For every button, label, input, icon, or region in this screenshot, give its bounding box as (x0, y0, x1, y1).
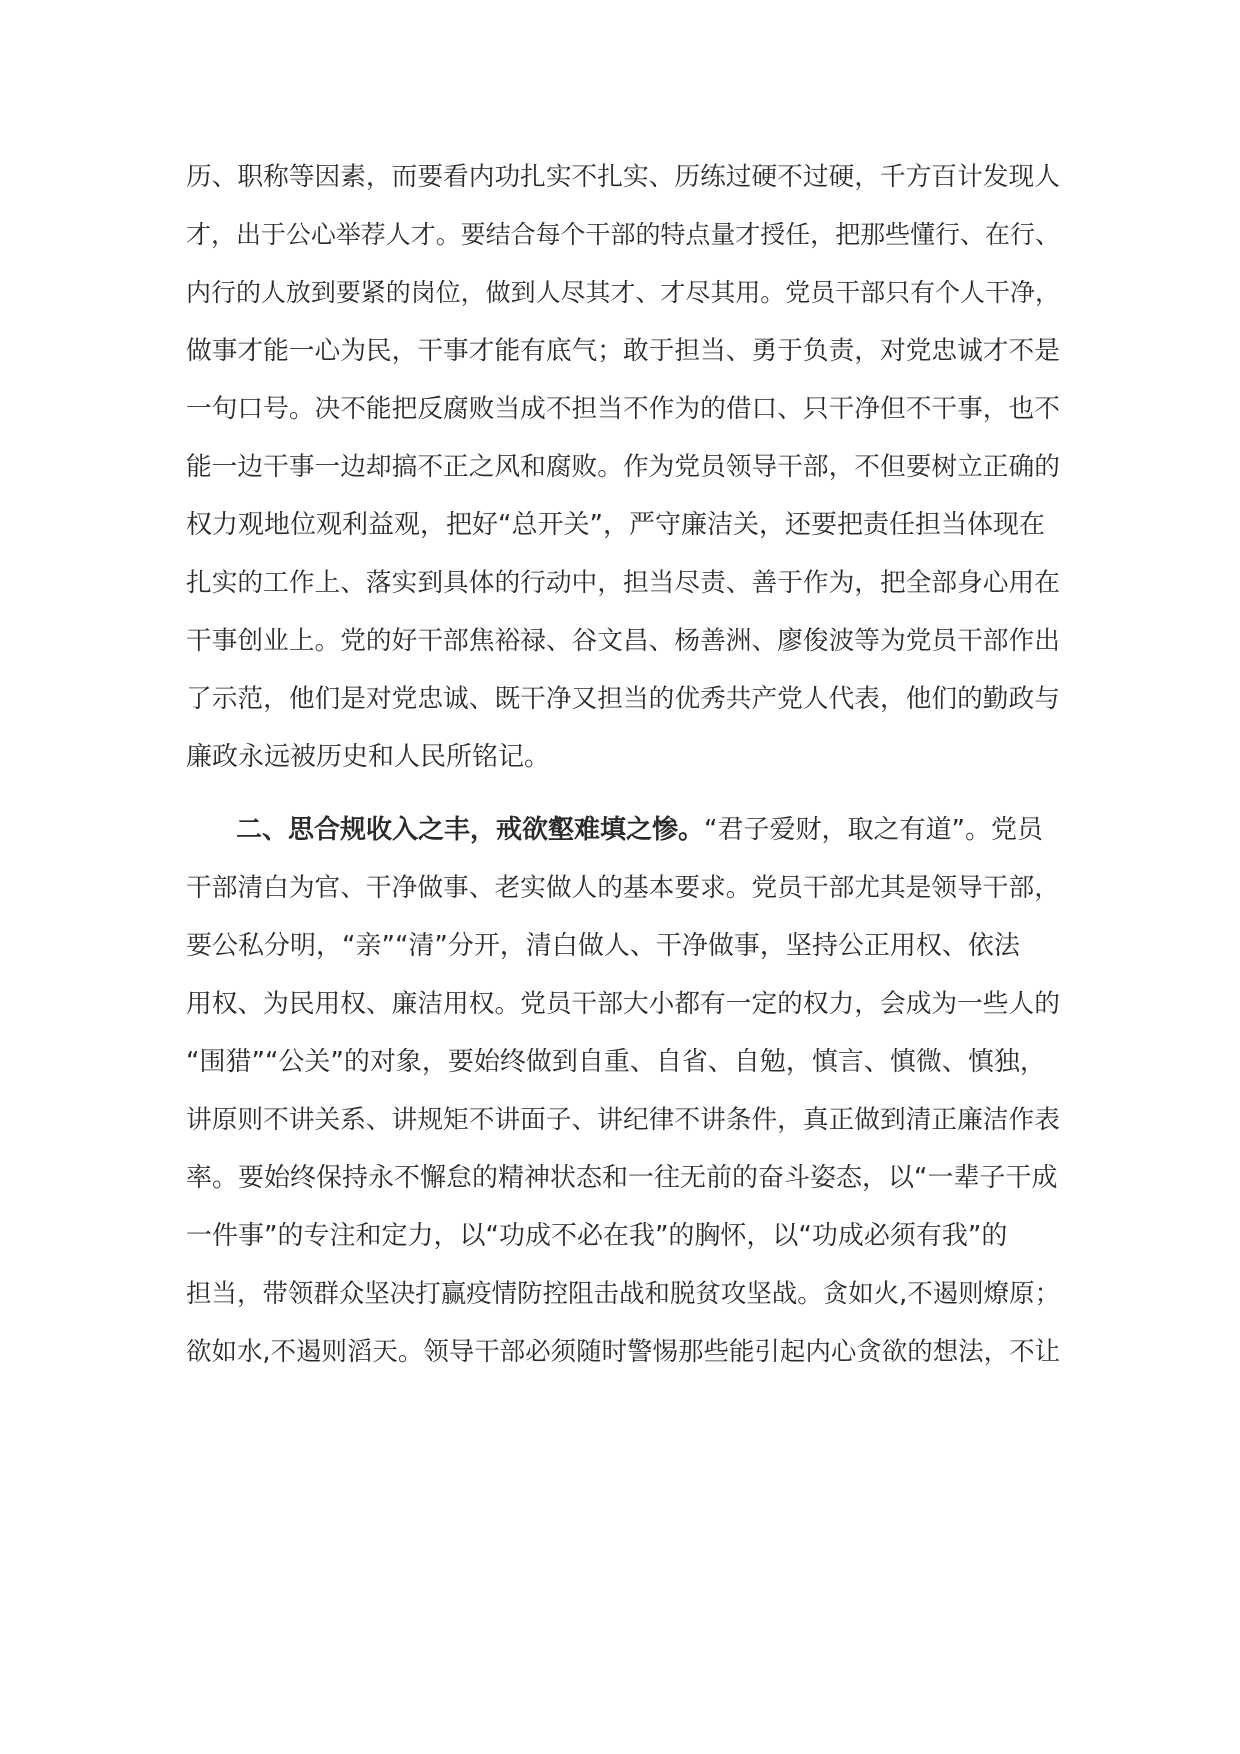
paragraph-2-line-5: “围猎”“公关”的对象，要始终做到自重、自省、自勉，慎言、慎微、慎独， (186, 1047, 1046, 1077)
paragraph-2-line-8: 一件事”的专注和定力，以“功成不必在我”的胸怀，以“功成必须有我”的 (186, 1221, 1008, 1251)
paragraph-1-line-8: 扎实的工作上、落实到具体的行动中，担当尽责、善于作为，把全部身心用在 (186, 568, 1060, 598)
paragraph-1-line-10: 了示范，他们是对党忠诚、既干净又担当的优秀共产党人代表，他们的勤政与 (186, 684, 1060, 714)
paragraph-2-line-10: 欲如水,不遏则滔天。领导干部必须随时警惕那些能引起内心贪欲的想法，不让 (186, 1337, 1061, 1367)
section-heading: 二、思合规收入之丰，戒欲壑难填之惨。 (236, 815, 705, 845)
paragraph-2-line-7: 率。要始终保持永不懈怠的精神状态和一往无前的奋斗姿态，以“一辈子干成 (186, 1163, 1058, 1193)
paragraph-1-line-3: 内行的人放到要紧的岗位，做到人尽其才、才尽其用。党员干部只有个人干净， (186, 278, 1060, 307)
paragraph-1-line-7: 权力观地位观利益观，把好“总开关”，严守廉洁关，还要把责任担当体现在 (186, 510, 1045, 540)
paragraph-2-line-4: 用权、为民用权、廉洁用权。党员干部大小都有一定的权力，会成为一些人的 (186, 989, 1060, 1019)
paragraph-1-line-11: 廉政永远被历史和人民所铭记。 (186, 742, 551, 772)
paragraph-1-line-1: 历、职称等因素，而要看内功扎实不扎实、历练过硬不过硬，千方百计发现人 (186, 162, 1060, 192)
paragraph-2-line-2: 干部清白为官、干净做事、老实做人的基本要求。党员干部尤其是领导干部， (186, 873, 1060, 903)
paragraph-2-line-6: 讲原则不讲关系、讲规矩不讲面子、讲纪律不讲条件，真正做到清正廉洁作表 (186, 1105, 1060, 1135)
paragraph-2-first-line (236, 813, 1043, 847)
paragraph-2-first-line-text: “君子爱财，取之有道”。党员 (704, 815, 1043, 845)
paragraph-1-line-5: 一句口号。决不能把反腐败当成不担当不作为的借口、只干净但不干事，也不 (186, 394, 1060, 424)
paragraph-1-line-4: 做事才能一心为民，干事才能有底气；敢于担当、勇于负责，对党忠诚才不是 (186, 336, 1060, 366)
paragraph-2-line-9: 担当，带领群众坚决打赢疫情防控阻击战和脱贫攻坚战。贪如火,不遏则燎原； (186, 1279, 1061, 1309)
paragraph-2-line-3: 要公私分明，“亲”“清”分开，清白做人、干净做事，坚持公正用权、依法 (186, 931, 1020, 961)
paragraph-1-line-6: 能一边干事一边却搞不正之风和腐败。作为党员领导干部，不但要树立正确的 (186, 452, 1060, 482)
paragraph-1-line-2: 才，出于公心举荐人才。要结合每个干部的特点量才授任，把那些懂行、在行、 (186, 220, 1060, 249)
paragraph-1-line-9: 干事创业上。党的好干部焦裕禄、谷文昌、杨善洲、廖俊波等为党员干部作出 (186, 626, 1060, 656)
